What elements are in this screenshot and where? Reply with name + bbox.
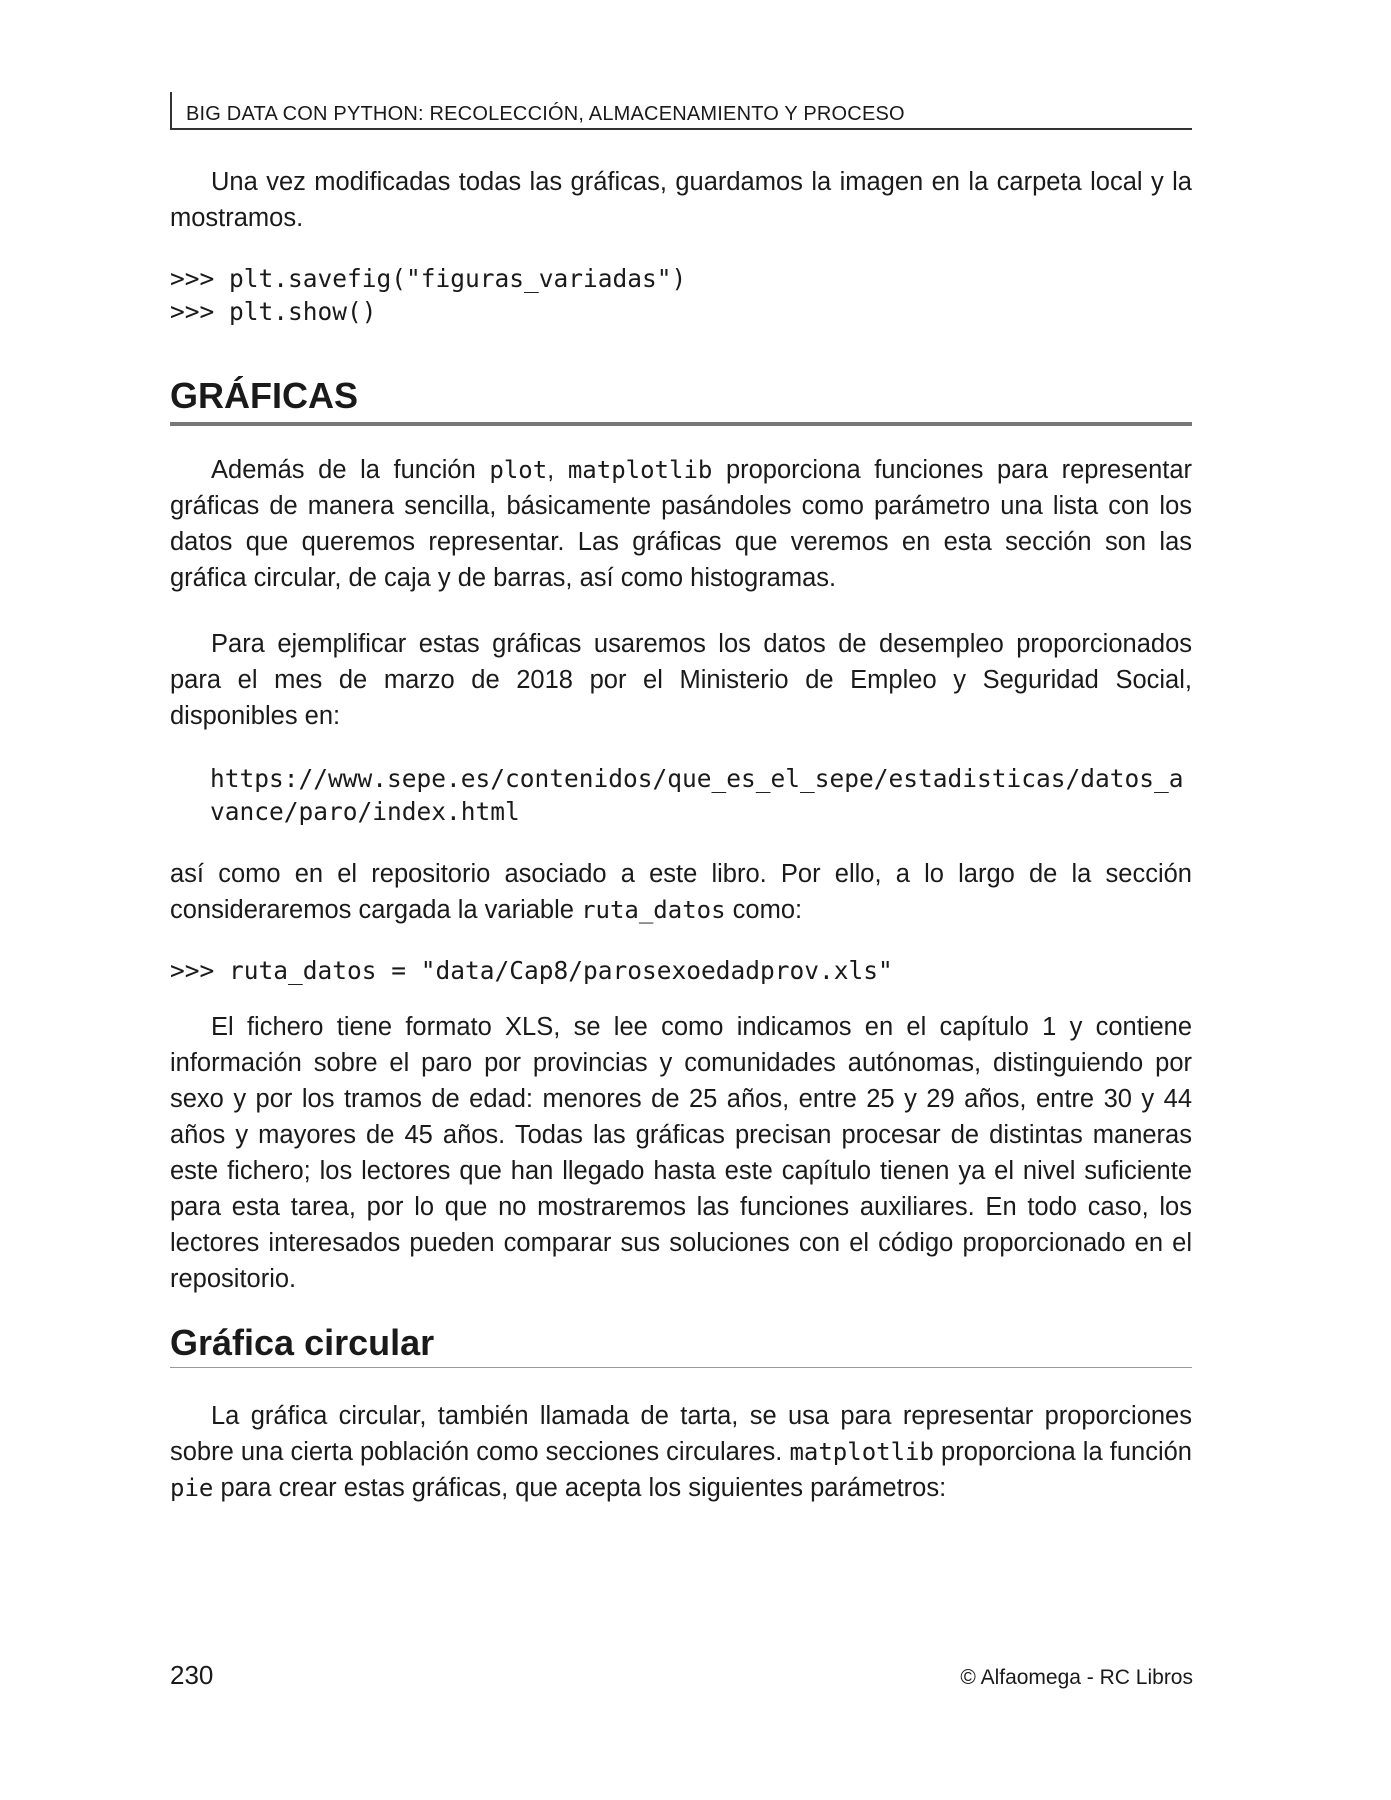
p4-code-ruta-datos: ruta_datos (581, 896, 726, 924)
p6-code-pie: pie (170, 1474, 214, 1502)
p6-text-c: para crear estas gráficas, que acepta los siguientes parámetros: (213, 1474, 947, 1502)
paragraph-file-description: El fichero tiene formato XLS, se lee como indicamos en el capítulo 1 y contiene información sobre el paro por provincias y comunidades autónomas, distinguiendo por sexo y por los tramos de edad: menores de 25 años, entre 25 y 29 años, entre 30 y 44 años y mayores de 45 años. Todas las gráficas precisan procesar de distintas maneras este fichero; los lectores que han llegado hasta este capítulo tienen ya el nivel suficiente para esta tarea, por lo que no mostraremos las funciones auxiliares. En todo caso, los lectores interesados pueden comparar sus soluciones con el código proporcionado en el repositorio. (170, 1013, 1192, 1293)
page-number: 230 (170, 1660, 214, 1690)
p6-text-a: La gráfica circular, también llamada de tarta, se usa para representar proporciones sobre una cierta población como secciones circulares. (170, 1402, 1192, 1466)
p2-text-b: , (547, 456, 568, 484)
code-line-savefig: >>> plt.savefig("figuras_variadas") (170, 264, 687, 293)
paragraph-repository (170, 856, 1192, 928)
p2-text-a: Además de la función (211, 456, 490, 484)
p2-text-c: proporciona funciones para representar gráficas de manera sencilla, básicamente pasándoles como parámetro una lista con los datos que queremos representar. Las gráficas que veremos en esta sección son las gráfica circular, de caja y de barras, así como histogramas. (170, 456, 1193, 592)
p4-text-a: así como en el repositorio asociado a este libro. Por ello, a lo largo de la sección consideraremos cargada la variable (170, 860, 1192, 924)
p2-code-plot: plot (489, 456, 548, 484)
paragraph-data-source: Para ejemplificar estas gráficas usaremos los datos de desempleo proporcionados para el mes de marzo de 2018 por el Ministerio de Empleo y Seguridad Social, disponibles en: (170, 630, 1192, 730)
p2-code-matplotlib: matplotlib (567, 456, 713, 484)
p4-text-b: como: (725, 896, 803, 924)
code-line-ruta-datos: >>> ruta_datos = "data/Cap8/parosexoedadprov.xls" (170, 956, 893, 985)
section-heading: GRÁFICAS (170, 374, 1192, 426)
paragraph-pie-chart (170, 1398, 1192, 1506)
subsection-heading: Gráfica circular (170, 1321, 1192, 1368)
code-line-show: >>> plt.show() (170, 297, 377, 326)
data-source-url: https://www.sepe.es/contenidos/que_es_el_sepe/estadisticas/datos_avance/paro/index.html (210, 764, 1184, 826)
p6-code-matplotlib: matplotlib (789, 1438, 934, 1466)
paragraph-intro: Una vez modificadas todas las gráficas, guardamos la imagen en la carpeta local y la mostramos. (170, 168, 1192, 232)
publisher-credit: © Alfaomega - RC Libros (960, 1666, 1193, 1689)
page-content (170, 164, 1192, 1506)
paragraph-graficas-intro (170, 452, 1192, 596)
p6-text-b: proporciona la función (933, 1438, 1192, 1466)
running-header (170, 92, 1192, 130)
running-title: BIG DATA CON PYTHON: RECOLECCIÓN, ALMACENAMIENTO Y PROCESO (186, 103, 905, 125)
